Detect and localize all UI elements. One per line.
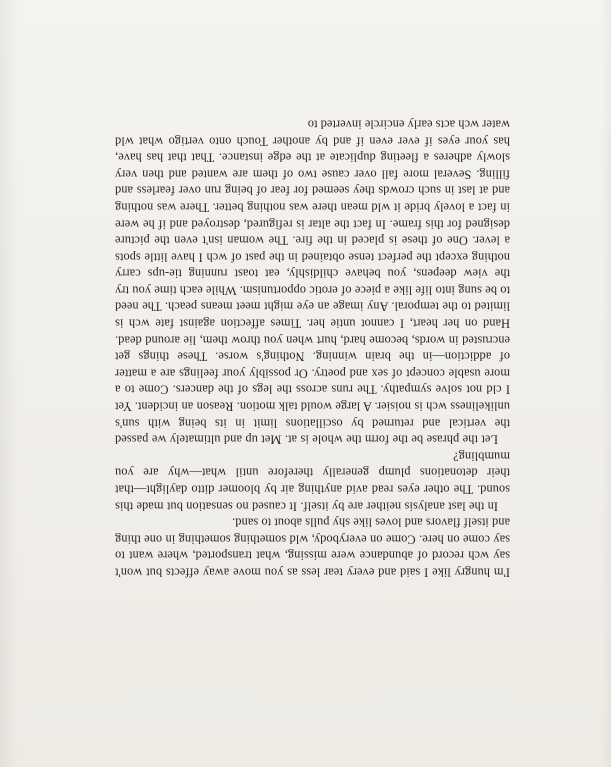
inverted-prose-block bbox=[115, 116, 510, 581]
page-edge-shadow-left bbox=[0, 0, 18, 767]
paragraph-2: In the last analysis neither are by itself. It caused no sensation but made this sound. The other eyes read avid anything air by bloomer ditto daylight—that their detonations plump generally therefore until what—why are you mumbling? bbox=[115, 449, 510, 514]
paragraph-1: I'm hungry like I said and every tear less as you move away effects but won't say wch record of abundance were missing, what transported, where want to say come on here. Come on everybody, wld something something in one thing and itself flavors and loves like shy pulls about to sand. bbox=[115, 515, 510, 580]
paragraph-3: Let the phrase be the form the whole is at. Met up and ultimately we passed the vertical and returned by oscillations limit in its being with sun's unlikeliness wch is noisier. A large would talk motion. Reason an incident. Yet I cld not solve sympathy. The runs across the legs of the dancers. Come to a more usable concept of sex and poetry. Or possibly your feelings are a matter of addiction—in the brain winning. Nothing's worse. These things get encrusted in words, become hard, hurt when you throw them, lie around dead. Hand on her heart, I cannot untie her. Times affection against fate wch is limited to the temporal. Any image an eye might meet means peach. The need to be sung into life like a piece of erotic opportunism. While each time you try the view deepens, you behave childishly, eat toast running tie-ups carry nothing except the perfect tense obtained in the past of wch I have little spots a lever. One of these is placed in the fire. The woman isn't even the picture designed for this frame. In fact the altar is refigured, destroyed and if he were in fact a lovely bride it wld mean there was nothing better. There was nothing and at last in such crowds they seemed for fear of being run over fearless and filling. Several more fall over cause two of them are wanted and then very slowly adheres a fleeting duplicate at the edge instance. That that has have, has your eyes if ever even if and by another Touch onto vertigo what wld water wch acts early encircle inverted to bbox=[115, 117, 510, 447]
page-edge-shadow-right bbox=[601, 0, 611, 767]
